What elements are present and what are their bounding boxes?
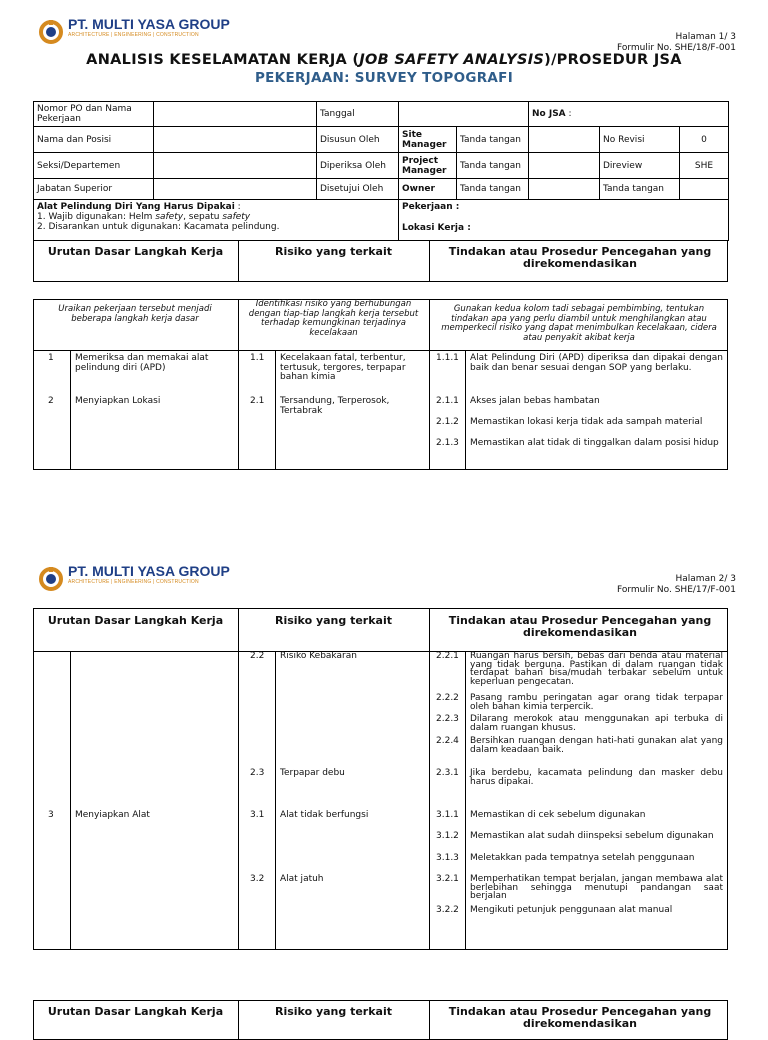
apd-text-italic: safety xyxy=(222,212,251,222)
pekerjaan-field xyxy=(402,202,725,212)
pekerjaan-colon: : xyxy=(452,202,460,212)
diperiksa-label: Diperiksa Oleh xyxy=(317,153,399,179)
risk-text: Tersandung, Terperosok, Tertabrak xyxy=(280,396,390,416)
tanda-tangan-label: Tanda tangan xyxy=(600,179,680,200)
step-number: 3 xyxy=(48,810,54,820)
seksi-label: Seksi/Departemen xyxy=(34,153,154,179)
seksi-value[interactable] xyxy=(154,153,317,179)
apd-item-1 xyxy=(37,212,395,222)
nama-posisi-value[interactable] xyxy=(154,127,317,153)
action-number: 2.1.2 xyxy=(436,417,459,427)
action-number: 2.1.1 xyxy=(436,396,459,406)
company-tagline: ARCHITECTURE | ENGINEERING | CONSTRUCTION xyxy=(68,579,199,585)
signature-field[interactable] xyxy=(680,179,729,200)
instruction-risks: Identifikasi risiko yang berhubungan dengan tiap-tiap langkah kerja tersebut terhadap kemungkinan terjadinya kecelakaan xyxy=(248,299,419,338)
page-header-info xyxy=(617,32,736,54)
company-tagline: ARCHITECTURE | ENGINEERING | CONSTRUCTION xyxy=(68,32,199,38)
site-manager-label: Site Manager xyxy=(399,127,457,153)
tanggal-label: Tanggal xyxy=(317,102,399,127)
page-number: Halaman 1/ 3 xyxy=(675,32,736,42)
action-text: Akses jalan bebas hambatan xyxy=(470,396,600,406)
company-logo xyxy=(38,17,230,45)
action-number: 2.2.2 xyxy=(436,693,459,703)
company-logo-icon xyxy=(38,19,64,45)
document-subtitle: PEKERJAAN: SURVEY TOPOGRAFI xyxy=(254,70,514,86)
direview-value: SHE xyxy=(680,153,729,179)
no-revisi-value: 0 xyxy=(680,127,729,153)
col-header-actions: Tindakan atau Prosedur Pencegahan yang direkomendasikan xyxy=(448,614,712,639)
action-number: 2.3.1 xyxy=(436,768,459,778)
signature-field[interactable] xyxy=(529,127,600,153)
project-manager-label: Project Manager xyxy=(399,153,457,179)
company-logo xyxy=(38,564,230,592)
action-text: Pasang rambu peringatan agar orang tidak terpapar oleh bahan kimia terpercik. xyxy=(470,693,723,712)
lokasi-colon: : xyxy=(464,223,471,233)
action-text: Alat Pelindung Diri (APD) diperiksa dan dipakai dengan baik dan benar sesuai dengan SOP yang berlaku. xyxy=(470,353,723,373)
risk-number: 3.1 xyxy=(250,810,265,820)
apd-text: , sepatu xyxy=(183,212,223,222)
jabatan-value[interactable] xyxy=(154,179,317,200)
col-header-steps: Urutan Dasar Langkah Kerja xyxy=(47,245,224,258)
risk-text: Alat jatuh xyxy=(280,874,324,884)
col-header-steps: Urutan Dasar Langkah Kerja xyxy=(47,614,224,627)
action-text: Dilarang merokok atau menggunakan api terbuka di dalam ruangan khusus. xyxy=(470,714,723,733)
tanda-tangan-label: Tanda tangan xyxy=(457,179,529,200)
tanda-tangan-label: Tanda tangan xyxy=(457,127,529,153)
tanda-tangan-label: Tanda tangan xyxy=(457,153,529,179)
risk-text: Risiko Kebakaran xyxy=(280,651,357,661)
tanggal-value[interactable] xyxy=(399,102,529,127)
apd-text-italic: safety xyxy=(155,212,184,222)
action-number: 3.1.3 xyxy=(436,853,459,863)
apd-cell xyxy=(34,200,399,241)
col-header-steps: Urutan Dasar Langkah Kerja xyxy=(47,1005,224,1018)
action-text: Memastikan alat sudah diinspeksi sebelum digunakan xyxy=(470,831,714,841)
po-label: Nomor PO dan Nama Pekerjaan xyxy=(34,102,154,127)
lokasi-label: Lokasi Kerja xyxy=(402,223,465,233)
owner-label: Owner xyxy=(399,179,457,200)
apd-colon: : xyxy=(234,202,241,212)
instruction-steps: Uraikan pekerjaan tersebut menjadi beberapa langkah kerja dasar xyxy=(58,304,212,324)
col-header-risks: Risiko yang terkait xyxy=(274,614,392,627)
action-number: 3.2.2 xyxy=(436,905,459,915)
page-number: Halaman 2/ 3 xyxy=(675,574,736,584)
risk-number: 1.1 xyxy=(250,353,265,363)
page-header-info xyxy=(617,574,736,596)
signature-field[interactable] xyxy=(529,153,600,179)
action-number: 2.2.3 xyxy=(436,714,459,724)
risk-text: Kecelakaan fatal, terbentur, tertusuk, tergores, terpapar bahan kimia xyxy=(280,353,406,382)
action-number: 2.1.3 xyxy=(436,438,459,448)
risk-number: 2.2 xyxy=(250,651,265,661)
action-number: 2.2.1 xyxy=(436,651,459,661)
step-text: Menyiapkan Lokasi xyxy=(75,396,161,406)
action-number: 1.1.1 xyxy=(436,353,459,363)
risk-text: Alat tidak berfungsi xyxy=(280,810,369,820)
form-number: Formulir No. SHE/17/F-001 xyxy=(616,585,736,595)
action-number: 3.1.2 xyxy=(436,831,459,841)
action-text: Memastikan lokasi kerja tidak ada sampah material xyxy=(470,417,703,427)
apd-title-text: Alat Pelindung Diri Yang Harus Dipakai xyxy=(37,202,235,212)
action-number: 2.2.4 xyxy=(436,736,459,746)
no-jsa-label: No JSA xyxy=(532,109,566,119)
action-text: Jika berdebu, kacamata pelindung dan masker debu harus dipakai. xyxy=(470,768,723,787)
col-header-risks: Risiko yang terkait xyxy=(274,1005,392,1018)
action-text: Meletakkan pada tempatnya setelah penggunaan xyxy=(470,853,695,863)
document-title xyxy=(0,52,768,68)
company-name: PT. MULTI YASA GROUP xyxy=(68,563,230,579)
title-part: ANALISIS KESELAMATAN KERJA ( xyxy=(86,52,360,68)
col-header-actions: Tindakan atau Prosedur Pencegahan yang direkomendasikan xyxy=(448,245,712,270)
company-logo-icon xyxy=(38,566,64,592)
step-text: Menyiapkan Alat xyxy=(75,810,150,820)
form-number: Formulir No. SHE/18/F-001 xyxy=(616,43,736,53)
no-jsa-field xyxy=(529,102,729,127)
action-number: 3.1.1 xyxy=(436,810,459,820)
jabatan-label: Jabatan Superior xyxy=(34,179,154,200)
action-text: Mengikuti petunjuk penggunaan alat manual xyxy=(470,905,673,915)
action-text: Bersihkan ruangan dengan hati-hati gunakan alat yang dalam keadaan baik. xyxy=(470,736,723,755)
risk-number: 2.1 xyxy=(250,396,265,406)
apd-item-2: 2. Disarankan untuk digunakan: Kacamata pelindung. xyxy=(37,222,280,232)
company-name: PT. MULTI YASA GROUP xyxy=(68,16,230,32)
action-text: Memastikan di cek sebelum digunakan xyxy=(470,810,646,820)
risk-number: 2.3 xyxy=(250,768,265,778)
jsa-info-table xyxy=(33,101,729,241)
step-number: 2 xyxy=(48,396,54,406)
pekerjaan-label: Pekerjaan xyxy=(402,202,453,212)
direview-label: Direview xyxy=(600,153,680,179)
risk-text: Terpapar debu xyxy=(280,768,345,778)
disetujui-label: Disetujui Oleh xyxy=(317,179,399,200)
disusun-label: Disusun Oleh xyxy=(317,127,399,153)
no-revisi-label: No Revisi xyxy=(600,127,680,153)
action-text: Ruangan harus bersih, bebas dari benda atau material yang tidak berguna. Pastikan di dalam ruangan tidak terdapat bahan bisa/mudah terbakar sebelum untuk keperluan pengecatan. xyxy=(470,651,723,687)
signature-field[interactable] xyxy=(529,179,600,200)
risk-number: 3.2 xyxy=(250,874,265,884)
col-header-actions: Tindakan atau Prosedur Pencegahan yang direkomendasikan xyxy=(448,1005,712,1030)
nama-posisi-label: Nama dan Posisi xyxy=(34,127,154,153)
title-part-italic: JOB SAFETY ANALYSIS xyxy=(359,52,545,68)
instruction-actions: Gunakan kedua kolom tadi sebagai pembimbing, tentukan tindakan apa yang perlu diambil untuk menghilangkan atau memperkecil risiko yang dapat menimbulkan kecelakaan, cidera atau penyakit akibat kerja xyxy=(441,304,717,343)
po-value[interactable] xyxy=(154,102,317,127)
apd-text: 1. Wajib digunakan: Helm xyxy=(37,212,156,222)
apd-title xyxy=(37,202,395,212)
lokasi-field xyxy=(402,223,725,233)
action-text: Memastikan alat tidak di tinggalkan dalam posisi hidup xyxy=(470,438,719,448)
pekerjaan-lokasi-cell xyxy=(399,200,729,241)
title-part: )/PROSEDUR JSA xyxy=(544,52,682,68)
step-number: 1 xyxy=(48,353,54,363)
col-header-risks: Risiko yang terkait xyxy=(274,245,392,258)
step-text: Memeriksa dan memakai alat pelindung diri (APD) xyxy=(75,353,209,373)
no-jsa-colon: : xyxy=(565,109,572,119)
action-number: 3.2.1 xyxy=(436,874,459,884)
action-text: Memperhatikan tempat berjalan, jangan membawa alat berlebihan sehingga menutupi pandangan saat berjalan xyxy=(470,874,723,902)
